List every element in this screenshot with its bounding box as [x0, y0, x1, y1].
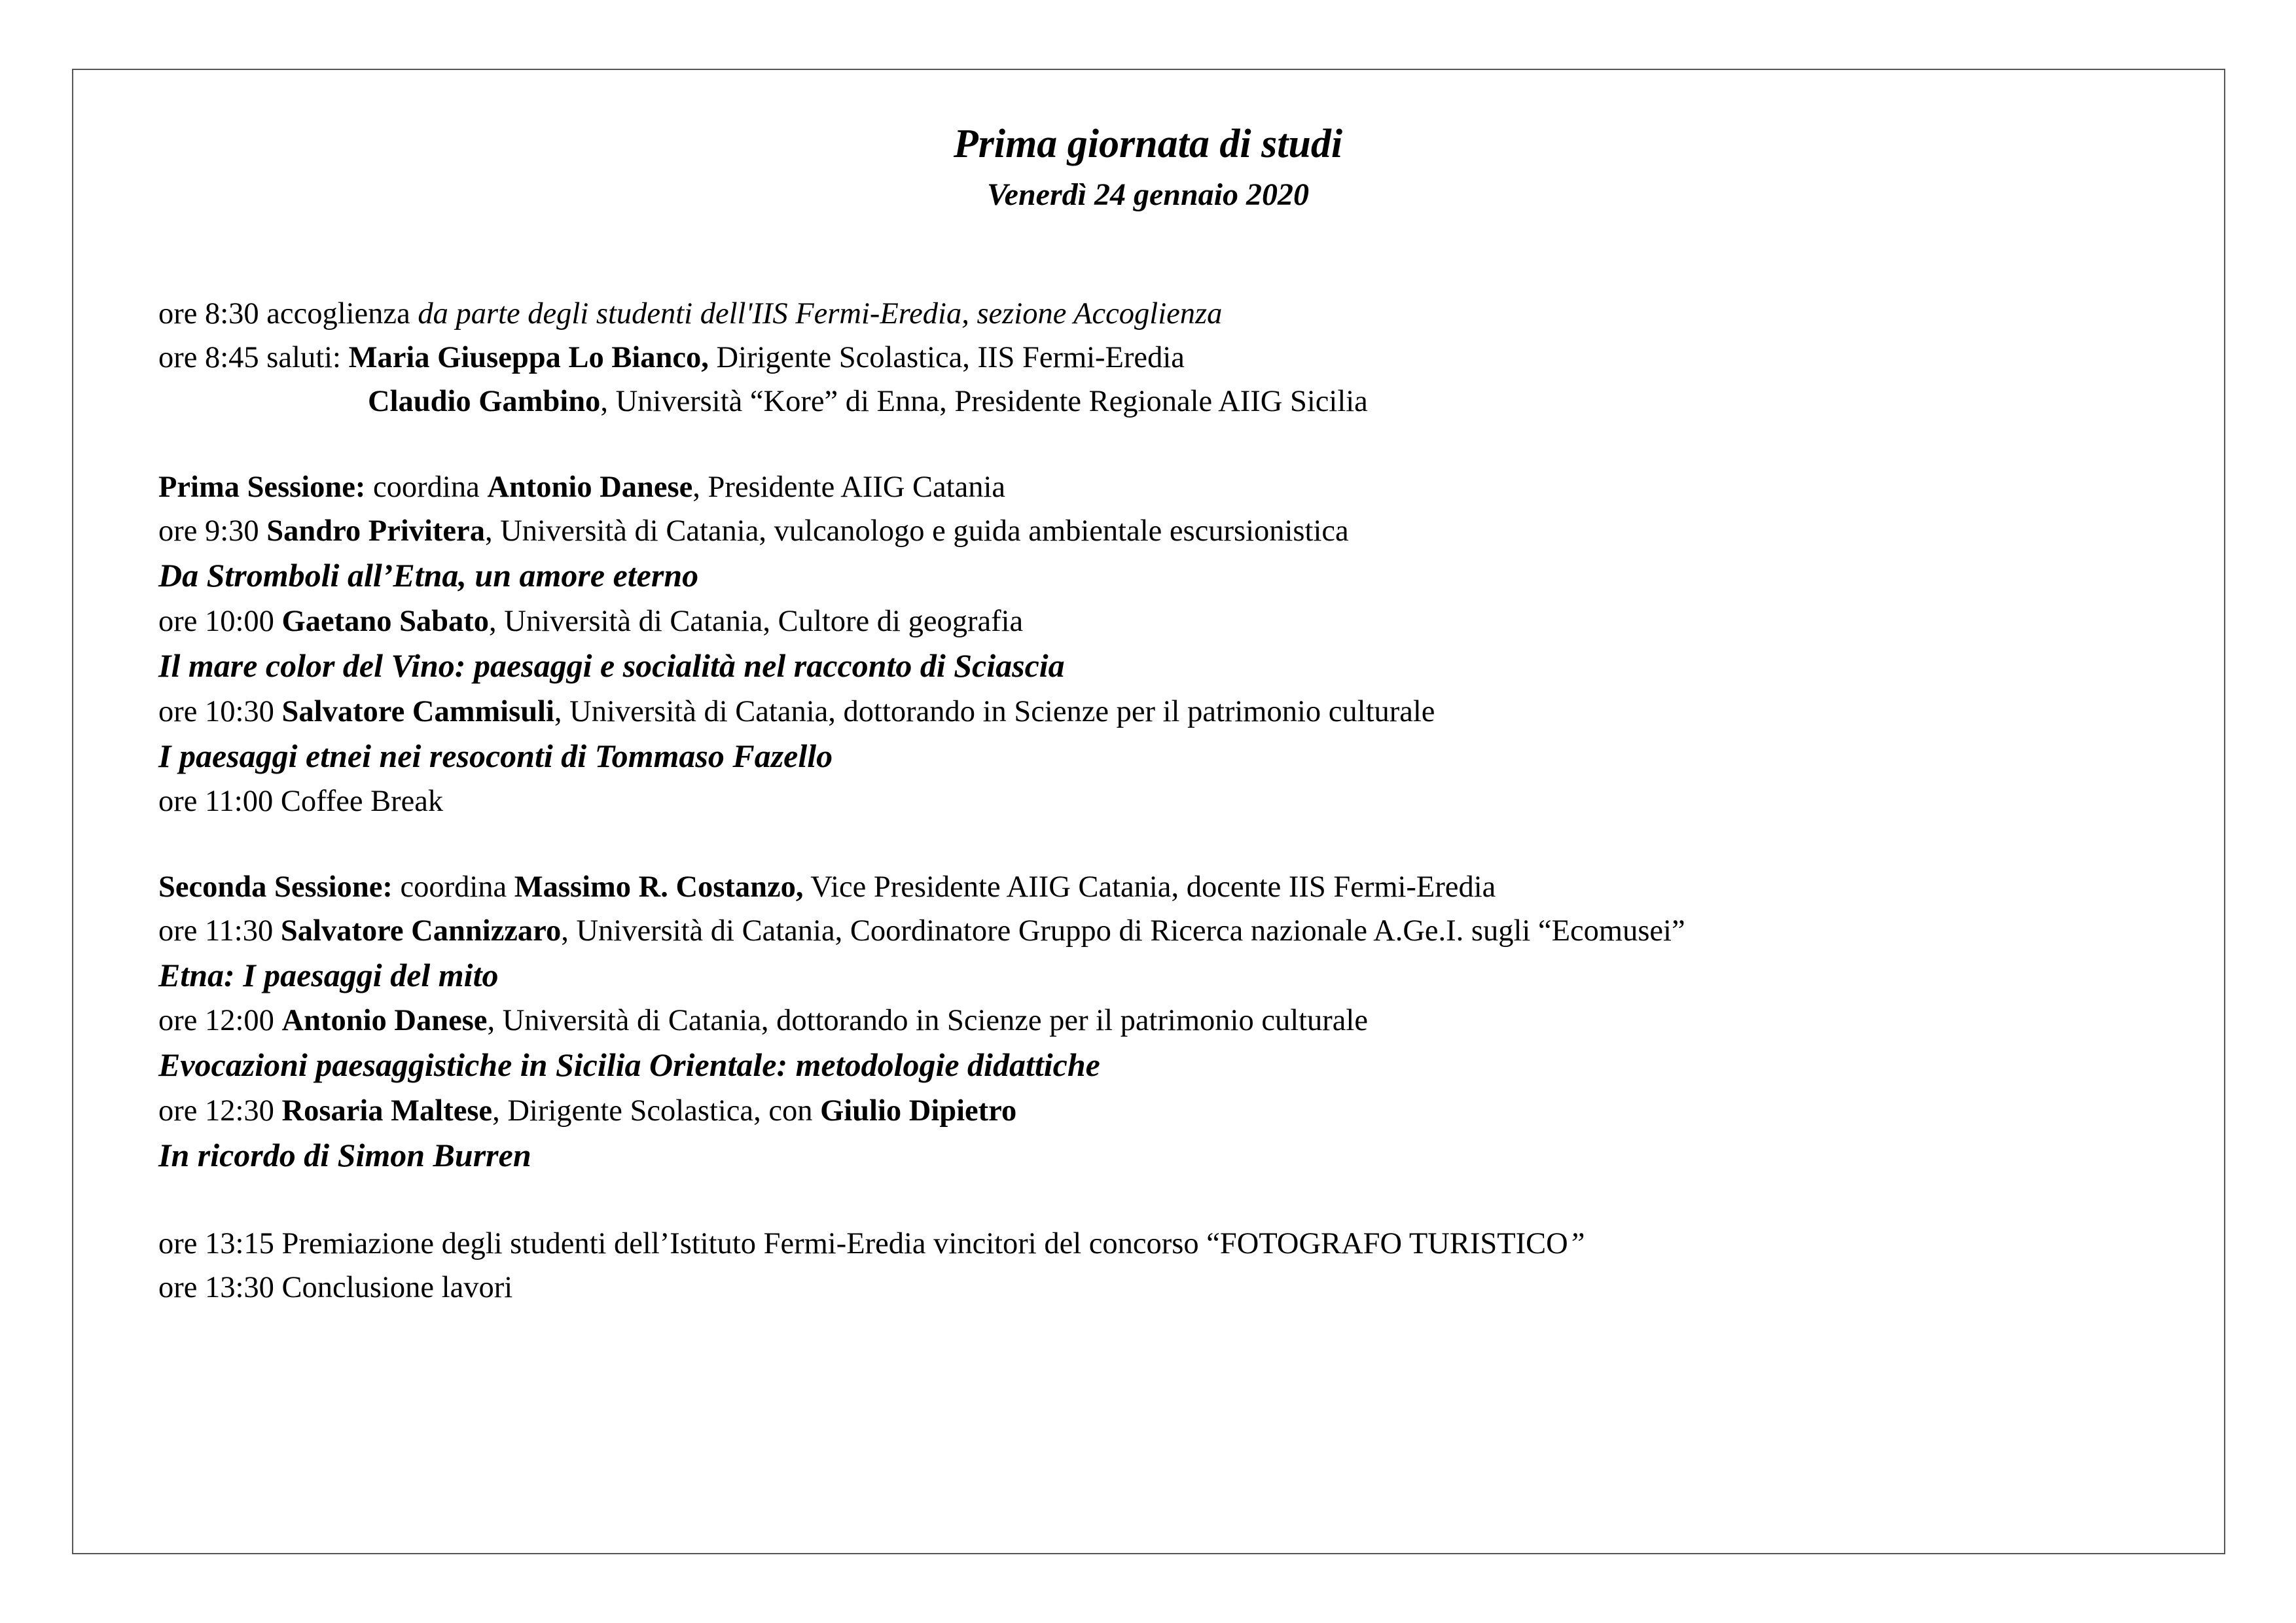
session2-talk1-title: Etna: I paesaggi del mito	[158, 957, 499, 993]
session2-talk2-speaker: ore 12:00 Antonio Danese, Università di Catania, dottorando in Scienze per il patrimonio culturale	[158, 1004, 1368, 1037]
greetings-line: ore 8:45 saluti: Maria Giuseppa Lo Bianco, Dirigente Scolastica, IIS Fermi-Eredia	[158, 341, 1185, 374]
greetings-line-2: Claudio Gambino, Università “Kore” di Enna, Presidente Regionale AIIG Sicilia	[368, 385, 1368, 418]
page-title: Prima giornata di studi	[953, 122, 1343, 166]
coffee-break: ore 11:00 Coffee Break	[158, 785, 444, 818]
session1-talk3-speaker: ore 10:30 Salvatore Cammisuli, Università di Catania, dottorando in Scienze per il patrimonio culturale	[158, 695, 1435, 728]
session2-header: Seconda Sessione: coordina Massimo R. Costanzo, Vice Presidente AIIG Catania, docente IIS Fermi-Eredia	[158, 870, 1496, 904]
award-ceremony: ore 13:15 Premiazione degli studenti dell’Istituto Fermi-Eredia vincitori del concorso “FOTOGRAFO TURISTICO”	[158, 1227, 1585, 1260]
session1-talk2-title: Il mare color del Vino: paesaggi e socialità nel racconto di Sciascia	[158, 647, 1065, 684]
session2-talk3-speaker: ore 12:30 Rosaria Maltese, Dirigente Scolastica, con Giulio Dipietro	[158, 1094, 1017, 1128]
session1-talk2-speaker: ore 10:00 Gaetano Sabato, Università di Catania, Cultore di geografia	[158, 605, 1024, 638]
session1-talk3-title: I paesaggi etnei nei resoconti di Tommaso Fazello	[158, 738, 833, 774]
welcome-line: ore 8:30 accoglienza da parte degli studenti dell'IIS Fermi-Eredia, sezione Accoglienza	[158, 297, 1223, 330]
session2-talk2-title: Evocazioni paesaggistiche in Sicilia Orientale: metodologie didattiche	[158, 1046, 1100, 1083]
session1-talk1-title: Da Stromboli all’Etna, un amore eterno	[158, 557, 699, 594]
session1-header: Prima Sessione: coordina Antonio Danese, Presidente AIIG Catania	[158, 471, 1006, 504]
conclusion: ore 13:30 Conclusione lavori	[158, 1271, 513, 1304]
session1-talk1-speaker: ore 9:30 Sandro Privitera, Università di Catania, vulcanologo e guida ambientale escursionistica	[158, 514, 1349, 548]
session2-talk3-title: In ricordo di Simon Burren	[158, 1137, 531, 1173]
event-date: Venerdì 24 gennaio 2020	[986, 177, 1310, 212]
session2-talk1-speaker: ore 11:30 Salvatore Cannizzaro, Università di Catania, Coordinatore Gruppo di Ricerca nazionale A.Ge.I. sugli “Ecomusei”	[158, 914, 1685, 948]
